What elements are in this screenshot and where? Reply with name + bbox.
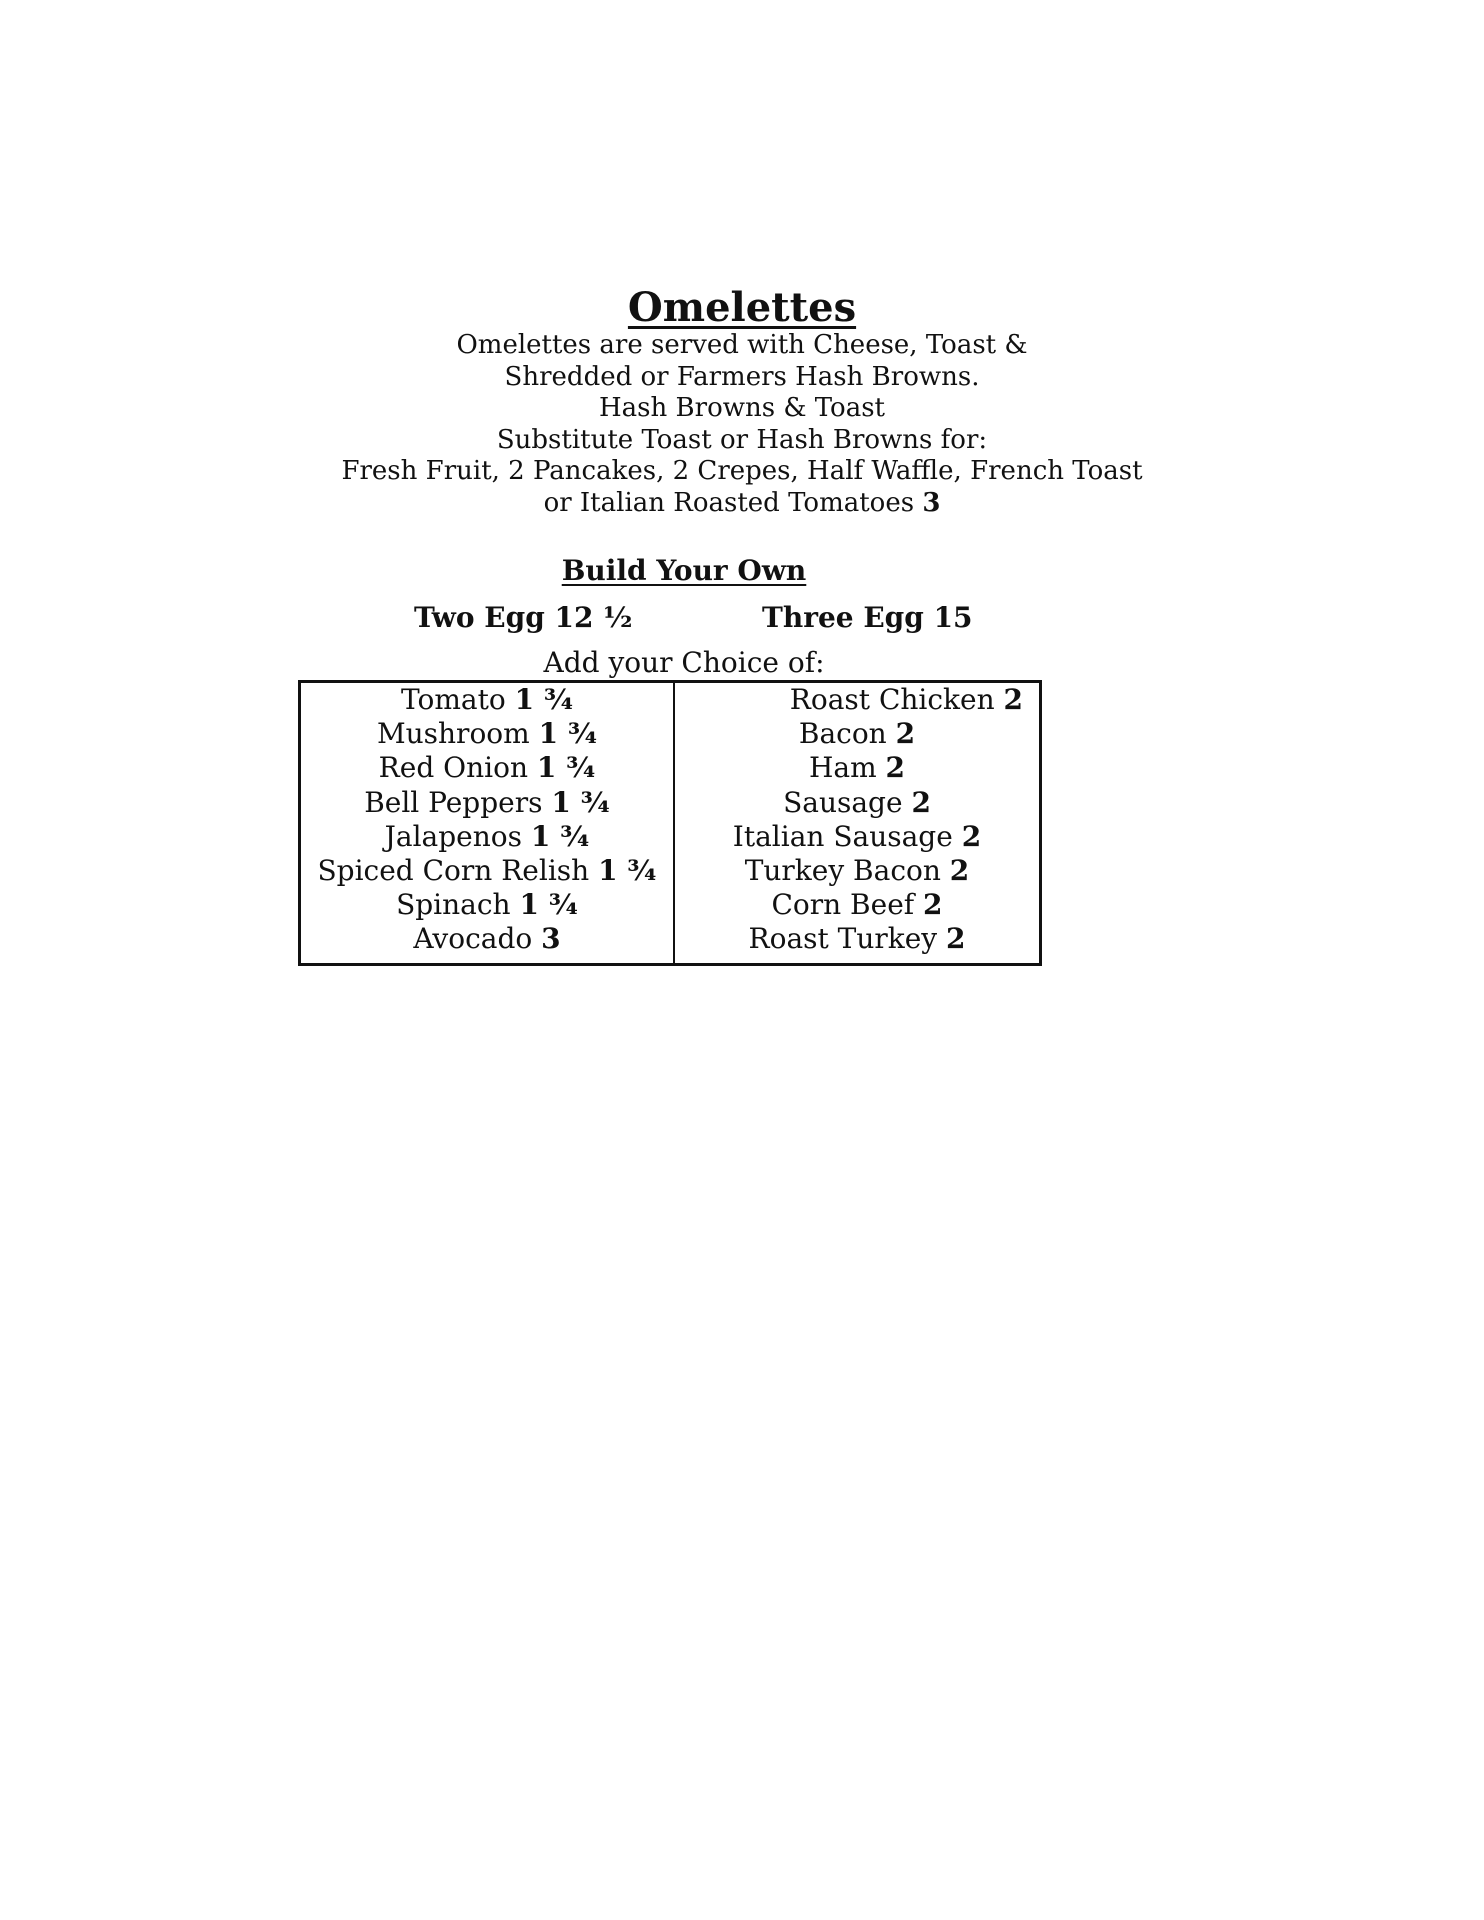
two-egg-price: Two Egg 12 ½ bbox=[414, 601, 633, 634]
addon-price: 2 bbox=[911, 785, 931, 819]
addon-price: 2 bbox=[1003, 683, 1023, 716]
addons-table bbox=[298, 680, 1042, 966]
addon-name: Bacon bbox=[798, 717, 896, 751]
addon-row bbox=[301, 717, 673, 751]
addon-name: Roast Turkey bbox=[748, 922, 947, 956]
intro-text bbox=[0, 330, 1484, 519]
addon-row bbox=[301, 786, 673, 820]
addon-name: Red Onion bbox=[378, 751, 537, 785]
addon-name: Corn Beef bbox=[771, 888, 924, 922]
addon-name: Spiced Corn Relish bbox=[317, 853, 599, 887]
addon-row bbox=[675, 922, 1039, 956]
meat-column bbox=[675, 683, 1039, 963]
addon-row bbox=[675, 820, 1039, 854]
intro-line-text: or Italian Roasted Tomatoes bbox=[543, 487, 923, 518]
addon-name: Mushroom bbox=[376, 717, 539, 751]
addon-price: 2 bbox=[895, 717, 916, 751]
addon-row bbox=[301, 820, 673, 854]
addon-row bbox=[301, 854, 673, 888]
addon-price: 1 ¾ bbox=[519, 888, 578, 922]
intro-line: Shredded or Farmers Hash Browns. bbox=[504, 361, 980, 392]
veggie-column bbox=[301, 683, 675, 963]
addon-price: 2 bbox=[885, 751, 906, 785]
addon-name: Ham bbox=[808, 751, 886, 785]
addon-price: 1 ¾ bbox=[514, 683, 574, 716]
intro-line: Fresh Fruit, 2 Pancakes, 2 Crepes, Half Waffle, French Toast bbox=[341, 456, 1143, 486]
addon-name: Tomato bbox=[400, 683, 515, 716]
intro-line: Omelettes are served with Cheese, Toast & bbox=[456, 330, 1028, 360]
addon-name: Turkey Bacon bbox=[744, 853, 950, 887]
addon-row bbox=[301, 751, 673, 785]
page-title: Omelettes bbox=[627, 284, 857, 331]
addon-price: 2 bbox=[946, 922, 966, 956]
addon-price: 1 ¾ bbox=[598, 853, 657, 887]
intro-line: Hash Browns & Toast bbox=[599, 393, 885, 423]
addon-name: Roast Chicken bbox=[789, 683, 1004, 716]
addon-name: Jalapenos bbox=[384, 819, 531, 853]
addon-price: 1 ¾ bbox=[538, 717, 598, 751]
substitute-price: 3 bbox=[922, 487, 941, 518]
add-choice-label: Add your Choice of: bbox=[543, 646, 825, 679]
addon-row bbox=[675, 786, 1039, 820]
addon-row bbox=[301, 683, 673, 717]
addon-row bbox=[675, 751, 1039, 785]
intro-line bbox=[0, 488, 1484, 520]
build-your-own-title: Build Your Own bbox=[561, 554, 807, 587]
addon-row bbox=[675, 717, 1039, 751]
addon-price: 2 bbox=[923, 888, 943, 922]
addon-row bbox=[675, 888, 1039, 922]
addon-row bbox=[301, 922, 673, 956]
addon-price: 1 ¾ bbox=[551, 785, 610, 819]
addon-price: 2 bbox=[961, 819, 982, 853]
addon-row bbox=[301, 888, 673, 922]
addon-price: 1 ¾ bbox=[536, 751, 596, 785]
addon-name: Sausage bbox=[783, 785, 912, 819]
addon-row bbox=[675, 683, 1039, 717]
addon-row bbox=[675, 854, 1039, 888]
three-egg-price: Three Egg 15 bbox=[762, 601, 973, 634]
addon-name: Spinach bbox=[396, 888, 520, 922]
intro-line: Substitute Toast or Hash Browns for: bbox=[496, 424, 988, 455]
addon-price: 1 ¾ bbox=[530, 819, 590, 853]
addon-name: Avocado bbox=[413, 922, 542, 956]
addon-price: 3 bbox=[541, 922, 561, 956]
addon-price: 2 bbox=[949, 853, 970, 887]
addon-name: Bell Peppers bbox=[364, 785, 552, 819]
addon-name: Italian Sausage bbox=[732, 819, 962, 853]
